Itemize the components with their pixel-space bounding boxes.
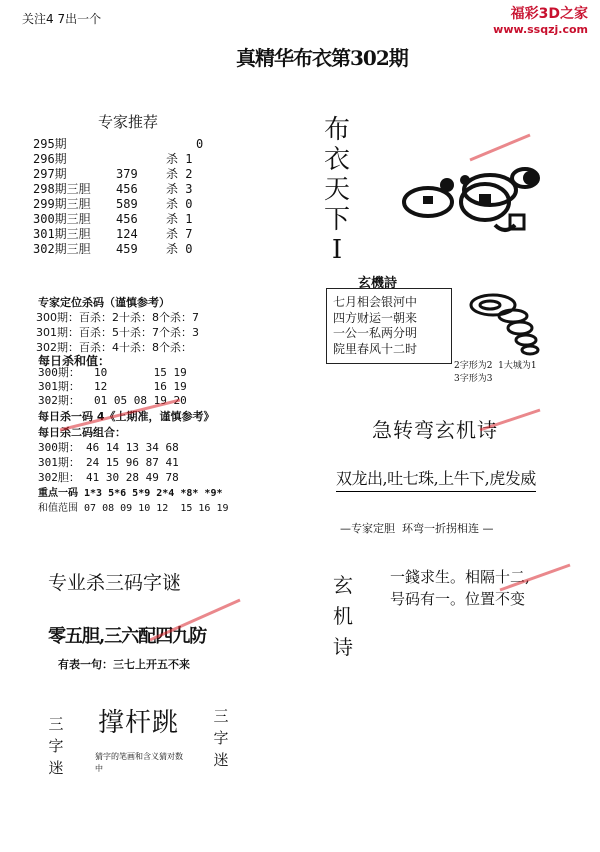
list-item: 302胆： 41 30 28 49 78 [38,471,179,484]
position-kill-list [36,310,199,355]
list-item: 299期三胆 589 杀 0 [33,197,193,211]
position-kill-title: 专家定位杀码（谨慎参考） [38,296,170,309]
riddle-line: 号码有一。位置不变 [390,590,526,608]
ps-line: 有表一句：三七上开五不来 [58,658,190,671]
two-code-list [38,440,179,485]
list-item: 300期三胆 456 杀 1 [33,212,193,226]
pick-line: —专家定胆 环弯一折拐相连 — [340,522,494,535]
key-code-line: 重点一码 1*3 5*6 5*9 2*4 *8* *9* [38,488,223,499]
dragon-line: 双龙出,吐七珠,上牛下,虎发威 [336,466,536,492]
shape-note: 2字形为2 1大城为1 3字形为3 [454,361,537,384]
list-item: 302期三胆 459 杀 0 [33,242,193,256]
list-item: 298期三胆 456 杀 3 [33,182,193,196]
one-code-line: 每日杀一码 4《上期准，谨慎参考》 [38,410,215,423]
poem-line: 院里春风十二时 [333,341,418,356]
daily-sum-list [38,366,187,408]
riddle-label-left: 三字迷 [48,715,64,777]
brand-name: 福彩3D之家 [510,6,588,22]
list-item: 301期： 24 15 96 87 41 [38,456,179,469]
riddle-line: 一錢求生。相隔十二, [390,568,530,586]
expert-title: 专家推荐 [98,113,159,131]
kill-three-answer: 零五胆,三六配四九防 [48,626,207,647]
poem-line: 四方财运一朝来 [333,310,418,325]
list-item: 296期 杀 1 [33,152,193,166]
riddle-hint: 猜字的笔画和含义猜对数中 [95,752,183,773]
list-item: 301期三胆 124 杀 7 [33,227,193,241]
poem-box [326,288,452,364]
xuanji-vertical-title: 玄 机 诗 [333,573,353,659]
vertical-title: 布 衣 天 下 I [323,115,350,265]
poem-line: 一公一私两分明 [333,326,418,340]
sum-range-line: 和值范围 07 08 09 10 12 15 16 19 [38,503,229,514]
list-item: 300期： 10 15 19 [38,366,187,379]
list-item: 302期：百杀：4十杀：8个杀： [36,341,192,354]
list-item: 297期 379 杀 2 [33,167,193,181]
urgent-title: 急转弯玄机诗 [372,418,498,442]
daily-sum-title: 每日杀和值： [38,354,111,368]
list-item: 295期 0 [33,137,204,151]
kill-three-title: 专业杀三码字谜 [48,572,182,594]
riddle-lines [390,566,530,610]
list-item: 301期： 12 16 19 [38,380,187,393]
page-title: 真精华布衣第302期 [236,46,408,70]
list-item: 302期： 01 05 08 19 20 [38,394,187,407]
two-code-title: 每日杀二码组合： [38,426,126,439]
list-item: 301期：百杀：5十杀：7个杀：3 [36,326,199,339]
list-item: 300期： 46 14 13 34 68 [38,441,179,454]
list-item: 300期：百杀：2十杀：8个杀：7 [36,311,199,324]
stacked-coins-illustration [458,290,558,360]
riddle-label-right: 三字迷 [213,707,229,769]
site-brand[interactable] [493,6,588,38]
brand-url[interactable]: www.ssqzj.com [493,23,588,36]
top-note: 关注4 7出一个 [22,12,102,26]
poem-line: 七月相会银河中 [333,295,418,309]
riddle-word: 撑杆跳 [98,708,180,738]
expert-list [33,137,203,257]
poem-box-title: 玄機詩 [358,276,398,291]
coins-illustration [385,130,560,240]
